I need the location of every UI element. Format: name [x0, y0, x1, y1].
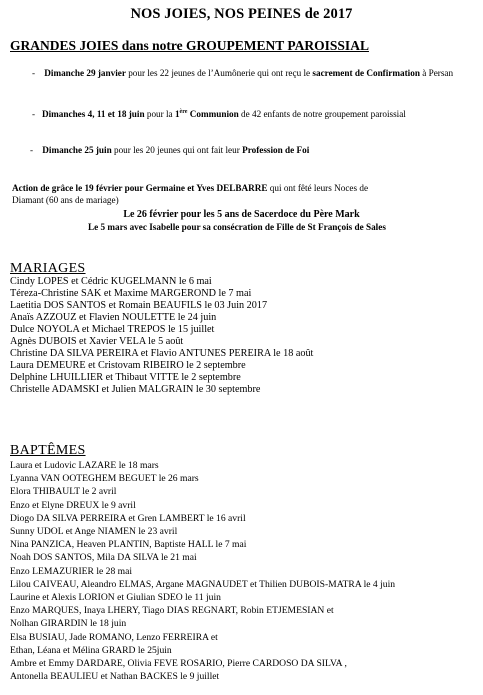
item-sup: ère [179, 109, 188, 115]
profession-item [30, 144, 470, 156]
communion-item [12, 106, 467, 120]
action-text-2: Diamant (60 ans de mariage) [12, 195, 119, 205]
baptemes-list [10, 459, 480, 683]
action-de-grace [12, 182, 472, 206]
list-item: Laura et Ludovic LAZARE le 18 mars [10, 460, 159, 471]
list-item: Laetitia DOS SANTOS et Romain BEAUFILS le 03 Juin 2017 [10, 300, 268, 311]
action-bold: Action de grâce le 19 février pour Germaine et Yves DELBARRE [12, 183, 268, 193]
item-text: pour les 20 jeunes qui ont fait leur [111, 145, 243, 155]
list-item: Dulce NOYOLA et Michael TREPOS le 15 juillet [10, 324, 215, 335]
consecration-line: Le 5 mars avec Isabelle pour sa consécration de Fille de St François de Sales [88, 222, 386, 232]
item-bold: Profession de Foi [242, 145, 310, 155]
baptemes-title: BAPTÊMES [10, 443, 86, 458]
list-item: Nolhan GIRARDIN le 18 juin [10, 618, 127, 630]
list-item: Cindy LOPES et Cédric KUGELMANN le 6 mai [10, 276, 212, 287]
list-item: Ambre et Emmy DARDARE, Olivia FEVE ROSARIO, Pierre CARDOSO DA SILVA , [10, 658, 347, 670]
item-text: de 42 enfants de notre groupement paroissial [238, 109, 406, 120]
list-item: Christine DA SILVA PEREIRA et Flavio ANTUNES PEREIRA le 18 août [10, 348, 314, 359]
item-date: Dimanche 25 juin [42, 145, 112, 155]
list-item: Anaïs AZZOUZ et Flavien NOULETTE le 24 juin [10, 312, 217, 323]
item-text: à Persan [419, 68, 454, 78]
mariages-title: MARIAGES [10, 261, 86, 276]
list-item: Elora THIBAULT le 2 avril [10, 486, 117, 498]
list-item: Laurine et Alexis LORION et Giulian SDEO le 11 juin [10, 592, 221, 604]
list-item: Antonella BEAULIEU et Nathan BACKES le 9 juillet [10, 671, 220, 683]
grandes-joies-heading: GRANDES JOIES dans notre GROUPEMENT PAROISSIAL [10, 38, 369, 53]
item-dash: - [32, 109, 36, 120]
list-item: Diogo DA SILVA PERREIRA et Gren LAMBERT le 16 avril [10, 512, 246, 524]
list-item: Ethan, Léana et Mélina GRARD le 25juin [10, 644, 172, 656]
list-item: Christelle ADAMSKI et Julien MALGRAIN le 30 septembre [10, 384, 261, 395]
item-dash: - [32, 68, 36, 78]
item-date: Dimanche 29 janvier [44, 68, 126, 78]
list-item: Enzo et Elyne DREUX le 9 avril [10, 499, 136, 511]
item-date: Dimanches 4, 11 et 18 juin [41, 109, 145, 120]
item-text: pour les 22 jeunes de l’Aumônerie qui ont reçu le [125, 68, 313, 78]
item-dash: - [30, 145, 34, 155]
list-item: Téreza-Christine SAK et Maxime MARGEROND le 7 mai [10, 288, 252, 299]
list-item: Enzo MARQUES, Inaya LHERY, Tiago DIAS REGNART, Robin ETJEMESIAN et [10, 605, 334, 617]
page-title: NOS JOIES, NOS PEINES de 2017 [130, 6, 353, 22]
list-item: Noah DOS SANTOS, Mila DA SILVA le 21 mai [10, 552, 197, 564]
item-text: pour la [144, 109, 175, 120]
item-bold: Communion [187, 109, 239, 120]
item-bold: sacrement de Confirmation [312, 68, 420, 78]
confirmation-item [32, 67, 472, 79]
list-item: Elsa BUSIAU, Jade ROMANO, Lenzo FERREIRA et [10, 631, 218, 643]
item-bold: 1 [174, 109, 180, 120]
list-item: Laura DEMEURE et Cristovam RIBEIRO le 2 septembre [10, 360, 246, 371]
mariages-list [10, 276, 480, 396]
list-item: Agnès DUBOIS et Xavier VELA le 5 août [10, 336, 184, 347]
list-item: Lilou CAIVEAU, Aleandro ELMAS, Argane MAGNAUDET et Thilien DUBOIS-MATRA le 4 juin [10, 578, 396, 590]
list-item: Sunny UDOL et Ange NIAMEN le 23 avril [10, 526, 178, 538]
list-item: Delphine LHUILLIER et Thibaut VITTE le 2 septembre [10, 372, 241, 383]
action-text: qui ont fêté leurs Noces de [267, 183, 369, 193]
list-item: Nina PANZICA, Heaven PLANTIN, Baptiste HALL le 7 mai [10, 539, 247, 551]
list-item: Lyanna VAN OOTEGHEM BEGUET le 26 mars [10, 473, 199, 485]
list-item: Enzo LEMAZURIER le 28 mai [10, 565, 133, 577]
sacerdoce-line: Le 26 février pour les 5 ans de Sacerdoce du Père Mark [123, 209, 360, 220]
